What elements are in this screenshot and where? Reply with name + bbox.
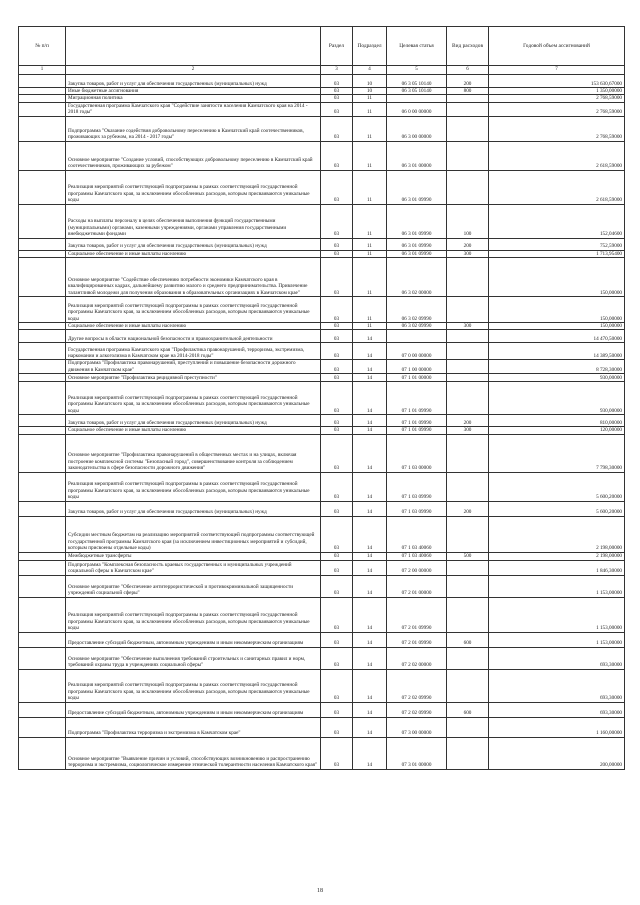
row-target-cell: 07 1 03 40060 xyxy=(387,552,447,560)
row-number-cell xyxy=(19,238,66,250)
row-expense-cell: 200 xyxy=(447,238,489,250)
row-amount-cell: 8 728,30000 xyxy=(489,360,625,374)
row-amount-cell: 930,00000 xyxy=(489,374,625,382)
row-expense-cell xyxy=(447,669,489,702)
row-number-cell xyxy=(19,427,66,434)
row-number-cell xyxy=(19,702,66,717)
row-section-cell: 03 xyxy=(321,669,353,702)
table-row xyxy=(19,343,625,360)
table-row xyxy=(19,95,625,102)
row-name-cell: Реализация мероприятий соответствующей подпрограммы в рамках соответствующей государственной программы Камчатского края, за исключением обособленных расходов, которым присваиваются уникальные коды xyxy=(66,382,321,415)
table-row xyxy=(19,472,625,501)
index-cell: 3 xyxy=(321,66,353,75)
row-expense-cell: 500 xyxy=(447,552,489,560)
table-row xyxy=(19,297,625,323)
row-target-cell: 07 2 02 00000 xyxy=(387,647,447,669)
row-expense-cell: 200 xyxy=(447,501,489,516)
row-subsection-cell: 11 xyxy=(353,250,387,257)
table-row xyxy=(19,323,625,330)
row-amount-cell: 5 600,20000 xyxy=(489,501,625,516)
row-section-cell: 03 xyxy=(321,552,353,560)
table-row xyxy=(19,434,625,472)
row-expense-cell: 800 xyxy=(447,88,489,95)
row-number-cell xyxy=(19,669,66,702)
row-section-cell: 03 xyxy=(321,75,353,88)
row-name-cell: Предоставление субсидий бюджетным, автономным учреждениям и иным некоммерческим организациям xyxy=(66,702,321,717)
row-amount-cell: 693,30000 xyxy=(489,669,625,702)
row-number-cell xyxy=(19,141,66,170)
row-amount-cell: 2 618,59000 xyxy=(489,141,625,170)
header-expense-type: Вид расходов xyxy=(447,27,489,66)
row-subsection-cell: 14 xyxy=(353,597,387,632)
row-section-cell: 03 xyxy=(321,434,353,472)
row-name-cell: Основное мероприятие "Профилактика рецидивной преступности" xyxy=(66,374,321,382)
row-expense-cell xyxy=(447,141,489,170)
row-section-cell: 03 xyxy=(321,238,353,250)
row-section-cell: 03 xyxy=(321,95,353,102)
table-row xyxy=(19,717,625,737)
row-section-cell: 03 xyxy=(321,297,353,323)
row-target-cell xyxy=(387,330,447,343)
row-target-cell: 07 2 02 09990 xyxy=(387,702,447,717)
row-expense-cell: 600 xyxy=(447,702,489,717)
row-subsection-cell: 14 xyxy=(353,516,387,552)
row-number-cell xyxy=(19,343,66,360)
row-name-cell: Подпрограмма "Профилактика правонарушений, преступлений и повышение безопасности дорожного движения в Камчатском крае" xyxy=(66,360,321,374)
index-cell: 5 xyxy=(387,66,447,75)
row-number-cell xyxy=(19,102,66,116)
row-section-cell: 03 xyxy=(321,360,353,374)
row-name-cell: Субсидии местным бюджетам на реализацию мероприятий соответствующей подпрограммы соответствующей государственной программы Камчатского края (за исключением инвестиционных мероприятий и субсидий, которым присвоены отдельные коды) xyxy=(66,516,321,552)
row-amount-cell: 1 153,00000 xyxy=(489,597,625,632)
row-number-cell xyxy=(19,170,66,204)
row-subsection-cell: 14 xyxy=(353,669,387,702)
row-subsection-cell: 11 xyxy=(353,102,387,116)
table-row xyxy=(19,501,625,516)
row-target-cell: 06 3 01 00000 xyxy=(387,141,447,170)
row-target-cell: 06 3 02 09990 xyxy=(387,297,447,323)
row-subsection-cell: 11 xyxy=(353,116,387,141)
row-amount-cell: 810,00000 xyxy=(489,415,625,427)
row-number-cell xyxy=(19,717,66,737)
row-expense-cell xyxy=(447,95,489,102)
row-amount-cell: 2 768,59000 xyxy=(489,116,625,141)
row-amount-cell: 1 350,00000 xyxy=(489,88,625,95)
row-amount-cell: 2 198,00000 xyxy=(489,552,625,560)
row-subsection-cell: 11 xyxy=(353,297,387,323)
table-row xyxy=(19,516,625,552)
row-name-cell: Закупка товаров, работ и услуг для обеспечения государственных (муниципальных) нужд xyxy=(66,238,321,250)
row-target-cell: 07 1 03 09990 xyxy=(387,472,447,501)
row-target-cell: 07 1 03 40060 xyxy=(387,516,447,552)
row-target-cell: 07 2 01 09990 xyxy=(387,632,447,647)
row-number-cell xyxy=(19,382,66,415)
row-name-cell: Основное мероприятие "Обеспечение выполнения требований строительных и санитарных правил и норм, требований охраны труда в учреждениях социальной сферы" xyxy=(66,647,321,669)
row-subsection-cell: 11 xyxy=(353,258,387,297)
row-expense-cell xyxy=(447,343,489,360)
row-expense-cell xyxy=(447,472,489,501)
row-amount-cell: 150,00000 xyxy=(489,258,625,297)
row-name-cell: Расходы на выплаты персоналу в целях обеспечения выполнения функций государственными (муниципальными) органами, казенными учреждениями, органами управления государственными внебюджетными фондами xyxy=(66,204,321,238)
row-target-cell: 07 2 01 09990 xyxy=(387,597,447,632)
index-cell: 7 xyxy=(489,66,625,75)
header-number: № п/п xyxy=(19,27,66,66)
row-amount-cell: 7 798,30000 xyxy=(489,434,625,472)
row-name-cell: Подпрограмма "Оказание содействия добровольному переселению в Камчатский край соотечественников, проживающих за рубежом, на 2014 - 2017 годы" xyxy=(66,116,321,141)
table-row xyxy=(19,141,625,170)
row-name-cell: Закупка товаров, работ и услуг для обеспечения государственных (муниципальных) нужд xyxy=(66,415,321,427)
row-number-cell xyxy=(19,632,66,647)
table-row xyxy=(19,250,625,257)
table-header-row xyxy=(19,27,625,66)
table-row xyxy=(19,632,625,647)
row-amount-cell: 2 768,59000 xyxy=(489,95,625,102)
row-name-cell: Социальное обеспечение и иные выплаты населению xyxy=(66,250,321,257)
row-amount-cell: 1 153,00000 xyxy=(489,632,625,647)
row-section-cell: 03 xyxy=(321,323,353,330)
row-target-cell: 07 3 00 00000 xyxy=(387,717,447,737)
row-number-cell xyxy=(19,360,66,374)
row-amount-cell: 1 160,00000 xyxy=(489,717,625,737)
row-name-cell: Основное мероприятие "Профилактика правонарушений в общественных местах и на улицах, включая построение комплексной системы "Безопасный город", совершенствование контроля за соблюдением законодательства в сфере безопасности дорожного движения" xyxy=(66,434,321,472)
row-number-cell xyxy=(19,472,66,501)
row-number-cell xyxy=(19,737,66,769)
header-amount: Годовой объем ассигнований xyxy=(489,27,625,66)
row-section-cell: 03 xyxy=(321,597,353,632)
table-row xyxy=(19,415,625,427)
row-subsection-cell: 14 xyxy=(353,382,387,415)
row-number-cell xyxy=(19,434,66,472)
row-expense-cell xyxy=(447,516,489,552)
row-amount-cell: 150,00000 xyxy=(489,297,625,323)
row-target-cell: 06 3 01 09990 xyxy=(387,238,447,250)
row-number-cell xyxy=(19,297,66,323)
row-expense-cell xyxy=(447,434,489,472)
row-subsection-cell: 14 xyxy=(353,552,387,560)
row-number-cell xyxy=(19,501,66,516)
row-name-cell: Основное мероприятие "Создание условий, способствующих добровольному переселению в Камчатский край соотечественников, проживающих за рубежом" xyxy=(66,141,321,170)
table-row xyxy=(19,374,625,382)
row-number-cell xyxy=(19,95,66,102)
row-subsection-cell: 10 xyxy=(353,88,387,95)
row-subsection-cell: 11 xyxy=(353,170,387,204)
table-row xyxy=(19,552,625,560)
row-number-cell xyxy=(19,258,66,297)
row-expense-cell xyxy=(447,647,489,669)
row-expense-cell: 200 xyxy=(447,415,489,427)
row-subsection-cell: 14 xyxy=(353,360,387,374)
row-subsection-cell: 14 xyxy=(353,560,387,575)
row-name-cell: Реализация мероприятий соответствующей подпрограммы в рамках соответствующей государственной программы Камчатского края, за исключением обособленных расходов, которым присваиваются уникальные коды xyxy=(66,472,321,501)
row-subsection-cell: 11 xyxy=(353,323,387,330)
row-number-cell xyxy=(19,204,66,238)
row-expense-cell: 300 xyxy=(447,427,489,434)
table-row xyxy=(19,116,625,141)
row-subsection-cell: 14 xyxy=(353,472,387,501)
row-name-cell: Государственная программа Камчатского края "Профилактика правонарушений, терроризма, экстремизма, наркомании и алкоголизма в Камчатском крае на 2014-2018 годы" xyxy=(66,343,321,360)
row-name-cell: Основное мероприятие "Выявление причин и условий, способствующих возникновению и распространению терроризма и экстремизма, социологическое измерение этнической толерантности населения Камчатского края" xyxy=(66,737,321,769)
row-amount-cell: 153 630,67000 xyxy=(489,75,625,88)
row-number-cell xyxy=(19,323,66,330)
row-expense-cell: 600 xyxy=(447,632,489,647)
row-section-cell: 03 xyxy=(321,170,353,204)
row-amount-cell: 693,30000 xyxy=(489,647,625,669)
row-target-cell: 07 0 00 00000 xyxy=(387,343,447,360)
row-name-cell: Закупка товаров, работ и услуг для обеспечения государственных (муниципальных) нужд xyxy=(66,75,321,88)
row-subsection-cell: 14 xyxy=(353,501,387,516)
row-subsection-cell: 14 xyxy=(353,647,387,669)
row-number-cell xyxy=(19,330,66,343)
table-row xyxy=(19,382,625,415)
header-name xyxy=(66,27,321,66)
row-name-cell: Предоставление субсидий бюджетным, автономным учреждениям и иным некоммерческим организациям xyxy=(66,632,321,647)
row-amount-cell: 150,00000 xyxy=(489,323,625,330)
row-section-cell: 03 xyxy=(321,575,353,597)
row-target-cell: 06 3 05 10140 xyxy=(387,75,447,88)
row-number-cell xyxy=(19,250,66,257)
row-number-cell xyxy=(19,374,66,382)
row-target-cell: 06 3 01 09990 xyxy=(387,204,447,238)
row-subsection-cell: 14 xyxy=(353,717,387,737)
row-target-cell: 06 3 02 09990 xyxy=(387,323,447,330)
row-name-cell: Реализация мероприятий соответствующей подпрограммы в рамках соответствующей государственной программы Камчатского края, за исключением обособленных расходов, которым присваиваются уникальные коды xyxy=(66,669,321,702)
row-section-cell: 03 xyxy=(321,516,353,552)
row-section-cell: 03 xyxy=(321,102,353,116)
row-section-cell: 03 xyxy=(321,472,353,501)
row-subsection-cell: 14 xyxy=(353,330,387,343)
row-name-cell: Основное мероприятие "Обеспечение антитеррористической и противокриминальной защищенности учреждений социальной сферы" xyxy=(66,575,321,597)
row-expense-cell xyxy=(447,382,489,415)
row-expense-cell xyxy=(447,717,489,737)
row-target-cell: 07 1 01 00000 xyxy=(387,374,447,382)
row-target-cell: 07 1 00 00000 xyxy=(387,360,447,374)
row-subsection-cell: 14 xyxy=(353,702,387,717)
row-subsection-cell: 11 xyxy=(353,95,387,102)
column-index-row xyxy=(19,66,625,75)
row-expense-cell xyxy=(447,258,489,297)
row-expense-cell xyxy=(447,297,489,323)
row-number-cell xyxy=(19,415,66,427)
row-amount-cell: 2 198,00000 xyxy=(489,516,625,552)
row-section-cell: 03 xyxy=(321,560,353,575)
row-amount-cell: 1 153,00000 xyxy=(489,575,625,597)
row-expense-cell xyxy=(447,737,489,769)
row-section-cell: 03 xyxy=(321,717,353,737)
row-section-cell: 03 xyxy=(321,632,353,647)
row-section-cell: 03 xyxy=(321,343,353,360)
row-name-cell: Государственная программа Камчатского края "Содействие занятости населения Камчатского края на 2014 - 2018 годы" xyxy=(66,102,321,116)
row-number-cell xyxy=(19,116,66,141)
header-section: Раздел xyxy=(321,27,353,66)
row-subsection-cell: 11 xyxy=(353,238,387,250)
row-name-cell: Подпрограмма "Профилактика терроризма и экстремизма в Камчатском крае" xyxy=(66,717,321,737)
row-target-cell xyxy=(387,95,447,102)
row-target-cell: 06 3 01 09990 xyxy=(387,170,447,204)
row-subsection-cell: 14 xyxy=(353,343,387,360)
row-name-cell: Реализация мероприятий соответствующей подпрограммы в рамках соответствующей государственной программы Камчатского края, за исключением обособленных расходов, которым присваиваются уникальные коды xyxy=(66,297,321,323)
row-amount-cell: 14 389,50000 xyxy=(489,343,625,360)
row-expense-cell xyxy=(447,102,489,116)
row-number-cell xyxy=(19,88,66,95)
header-target-article: Целевая статья xyxy=(387,27,447,66)
row-section-cell: 03 xyxy=(321,737,353,769)
row-section-cell: 03 xyxy=(321,647,353,669)
row-subsection-cell: 14 xyxy=(353,415,387,427)
document-page xyxy=(18,26,624,770)
row-subsection-cell: 14 xyxy=(353,575,387,597)
row-amount-cell: 1 846,30000 xyxy=(489,560,625,575)
row-expense-cell xyxy=(447,374,489,382)
table-row xyxy=(19,170,625,204)
row-amount-cell: 200,00000 xyxy=(489,737,625,769)
index-cell: 1 xyxy=(19,66,66,75)
row-section-cell: 03 xyxy=(321,116,353,141)
row-amount-cell: 120,00000 xyxy=(489,427,625,434)
table-row xyxy=(19,75,625,88)
row-target-cell: 07 1 03 09990 xyxy=(387,501,447,516)
table-body xyxy=(19,66,625,770)
row-expense-cell: 100 xyxy=(447,204,489,238)
row-expense-cell: 200 xyxy=(447,75,489,88)
row-target-cell: 07 1 03 00000 xyxy=(387,434,447,472)
row-target-cell: 07 2 00 00000 xyxy=(387,560,447,575)
table-row xyxy=(19,737,625,769)
index-cell: 4 xyxy=(353,66,387,75)
row-number-cell xyxy=(19,597,66,632)
row-section-cell: 03 xyxy=(321,258,353,297)
row-section-cell: 03 xyxy=(321,88,353,95)
row-subsection-cell: 11 xyxy=(353,204,387,238)
row-subsection-cell: 14 xyxy=(353,434,387,472)
index-cell: 2 xyxy=(66,66,321,75)
row-expense-cell xyxy=(447,575,489,597)
row-target-cell: 07 1 01 09990 xyxy=(387,427,447,434)
row-section-cell: 03 xyxy=(321,374,353,382)
row-subsection-cell: 14 xyxy=(353,374,387,382)
row-section-cell: 03 xyxy=(321,141,353,170)
table-row xyxy=(19,702,625,717)
row-expense-cell xyxy=(447,560,489,575)
row-amount-cell: 5 600,20000 xyxy=(489,472,625,501)
row-expense-cell xyxy=(447,116,489,141)
row-name-cell: Межбюджетные трансферты xyxy=(66,552,321,560)
page-number: 18 xyxy=(317,888,323,894)
row-target-cell: 07 1 01 09990 xyxy=(387,415,447,427)
row-expense-cell xyxy=(447,170,489,204)
row-section-cell: 03 xyxy=(321,702,353,717)
row-target-cell: 06 3 01 09990 xyxy=(387,250,447,257)
row-amount-cell: 14 470,50000 xyxy=(489,330,625,343)
row-amount-cell: 2 768,59000 xyxy=(489,102,625,116)
table-row xyxy=(19,238,625,250)
budget-table xyxy=(18,26,625,770)
row-section-cell: 03 xyxy=(321,501,353,516)
table-row xyxy=(19,258,625,297)
row-target-cell: 07 1 01 09990 xyxy=(387,382,447,415)
table-row xyxy=(19,204,625,238)
row-expense-cell: 300 xyxy=(447,323,489,330)
row-number-cell xyxy=(19,647,66,669)
table-row xyxy=(19,88,625,95)
table-row xyxy=(19,360,625,374)
row-amount-cell: 693,30000 xyxy=(489,702,625,717)
table-row xyxy=(19,330,625,343)
row-amount-cell: 1 713,95400 xyxy=(489,250,625,257)
row-expense-cell xyxy=(447,360,489,374)
table-row xyxy=(19,427,625,434)
header-subsection: Подраздел xyxy=(353,27,387,66)
row-name-cell: Закупка товаров, работ и услуг для обеспечения государственных (муниципальных) нужд xyxy=(66,501,321,516)
row-name-cell: Иные бюджетные ассигнования xyxy=(66,88,321,95)
row-section-cell: 03 xyxy=(321,330,353,343)
row-name-cell: Другие вопросы в области национальной безопасности и правоохранительной деятельности xyxy=(66,330,321,343)
row-section-cell: 03 xyxy=(321,204,353,238)
row-target-cell: 07 2 02 09990 xyxy=(387,669,447,702)
row-name-cell: Основное мероприятие "Содействие обеспечению потребности экономики Камчатского края в квалифицированных кадрах, дальнейшему развитию малого и среднего предпринимательства. Привлечение талантливой молодежи для получения образования в образовательных организациях в Камчатском крае" xyxy=(66,258,321,297)
row-section-cell: 03 xyxy=(321,382,353,415)
row-name-cell: Миграционная политика xyxy=(66,95,321,102)
row-amount-cell: 752,59000 xyxy=(489,238,625,250)
row-subsection-cell: 14 xyxy=(353,427,387,434)
row-expense-cell: 300 xyxy=(447,250,489,257)
row-name-cell: Реализация мероприятий соответствующей подпрограммы в рамках соответствующей государственной программы Камчатского края, за исключением обособленных расходов, которым присваиваются уникальные коды xyxy=(66,597,321,632)
row-target-cell: 06 3 05 10140 xyxy=(387,88,447,95)
row-target-cell: 07 2 01 00000 xyxy=(387,575,447,597)
row-amount-cell: 2 618,59000 xyxy=(489,170,625,204)
row-subsection-cell: 14 xyxy=(353,737,387,769)
table-row xyxy=(19,102,625,116)
row-target-cell: 06 0 00 00000 xyxy=(387,102,447,116)
row-target-cell: 06 3 00 00000 xyxy=(387,116,447,141)
row-target-cell: 07 3 01 00000 xyxy=(387,737,447,769)
row-section-cell: 03 xyxy=(321,415,353,427)
table-row xyxy=(19,647,625,669)
row-target-cell: 06 3 02 00000 xyxy=(387,258,447,297)
table-row xyxy=(19,597,625,632)
row-name-cell: Реализация мероприятий соответствующей подпрограммы в рамках соответствующей государственной программы Камчатского края, за исключением обособленных расходов, которым присваиваются уникальные коды xyxy=(66,170,321,204)
row-number-cell xyxy=(19,75,66,88)
row-section-cell: 03 xyxy=(321,427,353,434)
row-subsection-cell: 11 xyxy=(353,141,387,170)
table-row xyxy=(19,669,625,702)
row-expense-cell xyxy=(447,597,489,632)
row-section-cell: 03 xyxy=(321,250,353,257)
row-name-cell: Подпрограмма "Комплексная безопасность краевых государственных и муниципальных учреждений социальной сферы в Камчатском крае" xyxy=(66,560,321,575)
row-amount-cell: 152,04600 xyxy=(489,204,625,238)
row-expense-cell xyxy=(447,330,489,343)
row-number-cell xyxy=(19,575,66,597)
index-cell: 6 xyxy=(447,66,489,75)
row-number-cell xyxy=(19,516,66,552)
table-row xyxy=(19,560,625,575)
row-number-cell xyxy=(19,560,66,575)
row-name-cell: Социальное обеспечение и иные выплаты населению xyxy=(66,427,321,434)
row-name-cell: Социальное обеспечение и иные выплаты населению xyxy=(66,323,321,330)
table-row xyxy=(19,575,625,597)
row-subsection-cell: 10 xyxy=(353,75,387,88)
row-number-cell xyxy=(19,552,66,560)
row-subsection-cell: 14 xyxy=(353,632,387,647)
row-amount-cell: 930,00000 xyxy=(489,382,625,415)
